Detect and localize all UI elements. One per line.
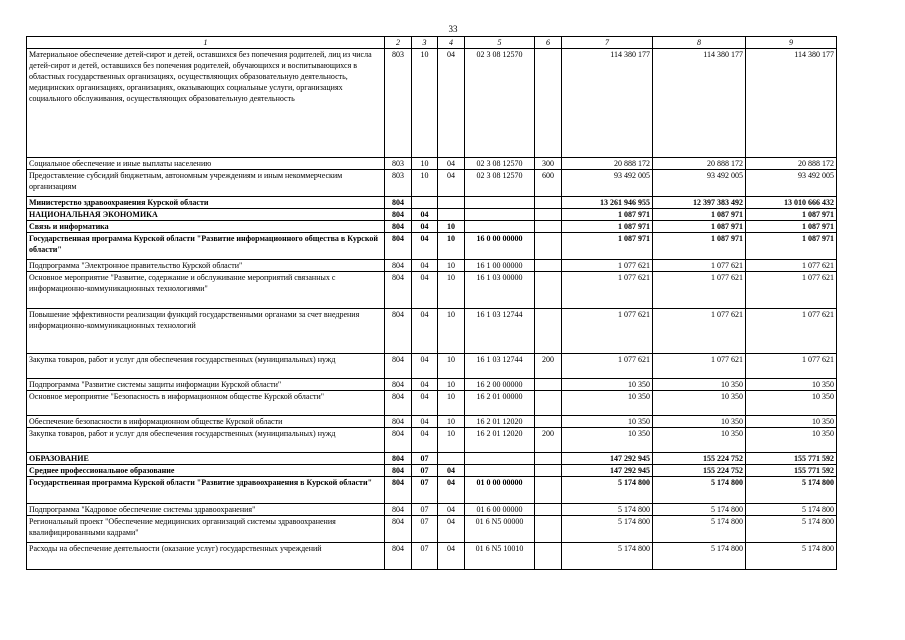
table-row [27, 354, 837, 379]
ministry-code: 804 [385, 391, 412, 416]
subsection-code: 04 [438, 477, 465, 504]
column-number: 6 [535, 37, 562, 49]
ministry-code: 804 [385, 309, 412, 354]
table-row [27, 428, 837, 453]
amount-col7: 114 380 177 [562, 49, 653, 158]
section-code: 04 [412, 260, 438, 272]
amount-col8: 114 380 177 [653, 49, 746, 158]
target-article-code: 16 1 03 00000 [465, 272, 535, 309]
amount-col7: 20 888 172 [562, 158, 653, 170]
subsection-code: 04 [438, 170, 465, 197]
column-number: 7 [562, 37, 653, 49]
amount-col9: 10 350 [746, 379, 837, 391]
amount-col7: 5 174 800 [562, 516, 653, 543]
row-name: ОБРАЗОВАНИЕ [27, 453, 385, 465]
amount-col8: 10 350 [653, 391, 746, 416]
target-article-code: 01 0 00 00000 [465, 477, 535, 504]
section-code: 04 [412, 233, 438, 260]
amount-col8: 10 350 [653, 379, 746, 391]
ministry-code: 804 [385, 233, 412, 260]
target-article-code: 16 2 01 12020 [465, 428, 535, 453]
section-code: 04 [412, 391, 438, 416]
section-code: 07 [412, 516, 438, 543]
amount-col9: 5 174 800 [746, 543, 837, 570]
target-article-code: 16 2 01 12020 [465, 416, 535, 428]
amount-col7: 10 350 [562, 428, 653, 453]
target-article-code [465, 465, 535, 477]
expense-type-code [535, 221, 562, 233]
ministry-code: 804 [385, 197, 412, 209]
amount-col9: 93 492 005 [746, 170, 837, 197]
amount-col9: 155 771 592 [746, 465, 837, 477]
row-name: Закупка товаров, работ и услуг для обеспечения государственных (муниципальных) нужд [27, 354, 385, 379]
amount-col9: 5 174 800 [746, 477, 837, 504]
expense-type-code [535, 209, 562, 221]
amount-col7: 147 292 945 [562, 465, 653, 477]
budget-table [26, 36, 837, 570]
amount-col9: 10 350 [746, 416, 837, 428]
subsection-code: 10 [438, 233, 465, 260]
subsection-code: 04 [438, 543, 465, 570]
ministry-code: 804 [385, 260, 412, 272]
subsection-code: 04 [438, 465, 465, 477]
amount-col9: 1 087 971 [746, 233, 837, 260]
row-name: Основное мероприятие "Безопасность в информационном обществе Курской области" [27, 391, 385, 416]
expense-type-code [535, 416, 562, 428]
expense-type-code [535, 260, 562, 272]
ministry-code: 804 [385, 416, 412, 428]
row-name: Обеспечение безопасности в информационном обществе Курской области [27, 416, 385, 428]
amount-col8: 1 077 621 [653, 354, 746, 379]
table-row [27, 516, 837, 543]
amount-col9: 1 087 971 [746, 221, 837, 233]
target-article-code [465, 197, 535, 209]
amount-col8: 12 397 383 492 [653, 197, 746, 209]
expense-type-code [535, 504, 562, 516]
column-number: 2 [385, 37, 412, 49]
section-code: 10 [412, 158, 438, 170]
column-number: 5 [465, 37, 535, 49]
ministry-code: 804 [385, 477, 412, 504]
section-code: 04 [412, 209, 438, 221]
row-name: Расходы на обеспечение деятельности (оказание услуг) государственных учреждений [27, 543, 385, 570]
amount-col9: 155 771 592 [746, 453, 837, 465]
amount-col7: 5 174 800 [562, 477, 653, 504]
amount-col7: 1 087 971 [562, 233, 653, 260]
amount-col9: 1 077 621 [746, 260, 837, 272]
amount-col8: 1 087 971 [653, 209, 746, 221]
row-name: Основное мероприятие "Развитие, содержание и обслуживание мероприятий связанных с информационно-коммуникационных технологиями" [27, 272, 385, 309]
expense-type-code [535, 516, 562, 543]
amount-col7: 93 492 005 [562, 170, 653, 197]
target-article-code: 02 3 08 12570 [465, 49, 535, 158]
column-number: 3 [412, 37, 438, 49]
expense-type-code [535, 465, 562, 477]
subsection-code [438, 453, 465, 465]
target-article-code [465, 209, 535, 221]
section-code: 04 [412, 272, 438, 309]
amount-col8: 5 174 800 [653, 516, 746, 543]
subsection-code: 04 [438, 49, 465, 158]
expense-type-code [535, 233, 562, 260]
row-name: Региональный проект "Обеспечение медицинских организаций системы здравоохранения квалифицированными кадрами" [27, 516, 385, 543]
table-row [27, 416, 837, 428]
target-article-code: 02 3 08 12570 [465, 170, 535, 197]
subsection-code [438, 209, 465, 221]
row-name: Связь и информатика [27, 221, 385, 233]
table-row [27, 309, 837, 354]
row-name: Материальное обеспечение детей-сирот и детей, оставшихся без попечения родителей, лиц из числа детей-сирот и детей, оставшихся без попечения родителей, обучающихся и воспитывающихся в областных государственных организациях, осуществляющих образовательную деятельность, медицинских организациях, организациях, оказывающих социальные услуги, организациях социального обслуживания, осуществляющих образовательную деятельность [27, 49, 385, 158]
section-code: 04 [412, 416, 438, 428]
table-row [27, 465, 837, 477]
target-article-code: 16 2 01 00000 [465, 391, 535, 416]
amount-col8: 5 174 800 [653, 477, 746, 504]
expense-type-code [535, 391, 562, 416]
expense-type-code [535, 272, 562, 309]
expense-type-code: 600 [535, 170, 562, 197]
table-row [27, 391, 837, 416]
subsection-code: 10 [438, 260, 465, 272]
column-number: 9 [746, 37, 837, 49]
amount-col7: 1 077 621 [562, 260, 653, 272]
table-row [27, 504, 837, 516]
row-name: НАЦИОНАЛЬНАЯ ЭКОНОМИКА [27, 209, 385, 221]
expense-type-code: 200 [535, 354, 562, 379]
amount-col7: 5 174 800 [562, 504, 653, 516]
amount-col7: 1 077 621 [562, 354, 653, 379]
section-code: 04 [412, 354, 438, 379]
ministry-code: 803 [385, 170, 412, 197]
target-article-code [465, 221, 535, 233]
row-name: Подпрограмма "Развитие системы защиты информации Курской области" [27, 379, 385, 391]
row-name: Повышение эффективности реализации функций государственными органами за счет внедрения информационно-коммуникационных технологий [27, 309, 385, 354]
amount-col9: 114 380 177 [746, 49, 837, 158]
amount-col7: 10 350 [562, 416, 653, 428]
expense-type-code [535, 477, 562, 504]
amount-col8: 1 087 971 [653, 233, 746, 260]
amount-col7: 1 077 621 [562, 309, 653, 354]
table-row [27, 170, 837, 197]
expense-type-code [535, 197, 562, 209]
amount-col7: 1 087 971 [562, 221, 653, 233]
amount-col9: 10 350 [746, 428, 837, 453]
ministry-code: 804 [385, 453, 412, 465]
row-name: Подпрограмма "Кадровое обеспечение системы здравоохранения" [27, 504, 385, 516]
section-code: 07 [412, 477, 438, 504]
amount-col8: 10 350 [653, 416, 746, 428]
amount-col7: 147 292 945 [562, 453, 653, 465]
row-name: Министерство здравоохранения Курской области [27, 197, 385, 209]
target-article-code: 01 6 N5 00000 [465, 516, 535, 543]
amount-col9: 1 077 621 [746, 272, 837, 309]
amount-col8: 155 224 752 [653, 465, 746, 477]
section-code: 10 [412, 49, 438, 158]
target-article-code: 16 0 00 00000 [465, 233, 535, 260]
row-name: Среднее профессиональное образование [27, 465, 385, 477]
amount-col8: 1 087 971 [653, 221, 746, 233]
expense-type-code: 300 [535, 158, 562, 170]
ministry-code: 804 [385, 428, 412, 453]
amount-col9: 5 174 800 [746, 504, 837, 516]
amount-col9: 5 174 800 [746, 516, 837, 543]
amount-col9: 1 087 971 [746, 209, 837, 221]
table-row [27, 49, 837, 158]
table-row [27, 209, 837, 221]
amount-col9: 10 350 [746, 391, 837, 416]
row-name: Предоставление субсидий бюджетным, автономным учреждениям и иным некоммерческим организациям [27, 170, 385, 197]
amount-col8: 155 224 752 [653, 453, 746, 465]
target-article-code: 02 3 08 12570 [465, 158, 535, 170]
column-number-row [27, 37, 837, 49]
expense-type-code [535, 543, 562, 570]
section-code [412, 197, 438, 209]
subsection-code: 10 [438, 221, 465, 233]
table-row [27, 260, 837, 272]
amount-col8: 5 174 800 [653, 543, 746, 570]
amount-col7: 10 350 [562, 379, 653, 391]
subsection-code: 10 [438, 391, 465, 416]
subsection-code: 10 [438, 272, 465, 309]
row-name: Социальное обеспечение и иные выплаты населению [27, 158, 385, 170]
ministry-code: 804 [385, 516, 412, 543]
target-article-code: 16 2 00 00000 [465, 379, 535, 391]
table-row [27, 233, 837, 260]
amount-col9: 20 888 172 [746, 158, 837, 170]
amount-col7: 10 350 [562, 391, 653, 416]
expense-type-code [535, 379, 562, 391]
ministry-code: 804 [385, 465, 412, 477]
ministry-code: 804 [385, 209, 412, 221]
subsection-code [438, 197, 465, 209]
section-code: 04 [412, 379, 438, 391]
row-name: Государственная программа Курской области "Развитие здравоохранения в Курской области" [27, 477, 385, 504]
section-code: 04 [412, 428, 438, 453]
subsection-code: 10 [438, 379, 465, 391]
section-code: 10 [412, 170, 438, 197]
ministry-code: 804 [385, 379, 412, 391]
subsection-code: 10 [438, 309, 465, 354]
table-row [27, 477, 837, 504]
table-row [27, 379, 837, 391]
amount-col8: 1 077 621 [653, 309, 746, 354]
amount-col7: 13 261 946 955 [562, 197, 653, 209]
expense-type-code [535, 49, 562, 158]
target-article-code: 16 1 00 00000 [465, 260, 535, 272]
table-row [27, 453, 837, 465]
section-code: 04 [412, 221, 438, 233]
table-row [27, 158, 837, 170]
expense-type-code [535, 453, 562, 465]
target-article-code: 01 6 00 00000 [465, 504, 535, 516]
target-article-code: 16 1 03 12744 [465, 309, 535, 354]
subsection-code: 04 [438, 516, 465, 543]
ministry-code: 804 [385, 221, 412, 233]
ministry-code: 804 [385, 543, 412, 570]
amount-col8: 10 350 [653, 428, 746, 453]
expense-type-code: 200 [535, 428, 562, 453]
amount-col9: 13 010 666 432 [746, 197, 837, 209]
section-code: 07 [412, 504, 438, 516]
row-name: Государственная программа Курской области "Развитие информационного общества в Курской области" [27, 233, 385, 260]
amount-col8: 1 077 621 [653, 272, 746, 309]
subsection-code: 10 [438, 428, 465, 453]
page-number: 33 [448, 24, 458, 34]
ministry-code: 804 [385, 504, 412, 516]
row-name: Закупка товаров, работ и услуг для обеспечения государственных (муниципальных) нужд [27, 428, 385, 453]
amount-col8: 20 888 172 [653, 158, 746, 170]
amount-col8: 93 492 005 [653, 170, 746, 197]
target-article-code: 01 6 N5 10010 [465, 543, 535, 570]
column-number: 4 [438, 37, 465, 49]
section-code: 04 [412, 309, 438, 354]
ministry-code: 804 [385, 354, 412, 379]
target-article-code: 16 1 03 12744 [465, 354, 535, 379]
amount-col8: 5 174 800 [653, 504, 746, 516]
amount-col9: 1 077 621 [746, 354, 837, 379]
amount-col7: 1 087 971 [562, 209, 653, 221]
subsection-code: 04 [438, 158, 465, 170]
amount-col7: 1 077 621 [562, 272, 653, 309]
table-row [27, 221, 837, 233]
row-name: Подпрограмма "Электронное правительство Курской области" [27, 260, 385, 272]
table-row [27, 272, 837, 309]
column-number: 8 [653, 37, 746, 49]
subsection-code: 10 [438, 416, 465, 428]
expense-type-code [535, 309, 562, 354]
subsection-code: 10 [438, 354, 465, 379]
amount-col9: 1 077 621 [746, 309, 837, 354]
section-code: 07 [412, 465, 438, 477]
ministry-code: 803 [385, 158, 412, 170]
amount-col7: 5 174 800 [562, 543, 653, 570]
column-number: 1 [27, 37, 385, 49]
ministry-code: 804 [385, 272, 412, 309]
table-row [27, 543, 837, 570]
subsection-code: 04 [438, 504, 465, 516]
table-row [27, 197, 837, 209]
target-article-code [465, 453, 535, 465]
ministry-code: 803 [385, 49, 412, 158]
amount-col8: 1 077 621 [653, 260, 746, 272]
section-code: 07 [412, 453, 438, 465]
section-code: 07 [412, 543, 438, 570]
